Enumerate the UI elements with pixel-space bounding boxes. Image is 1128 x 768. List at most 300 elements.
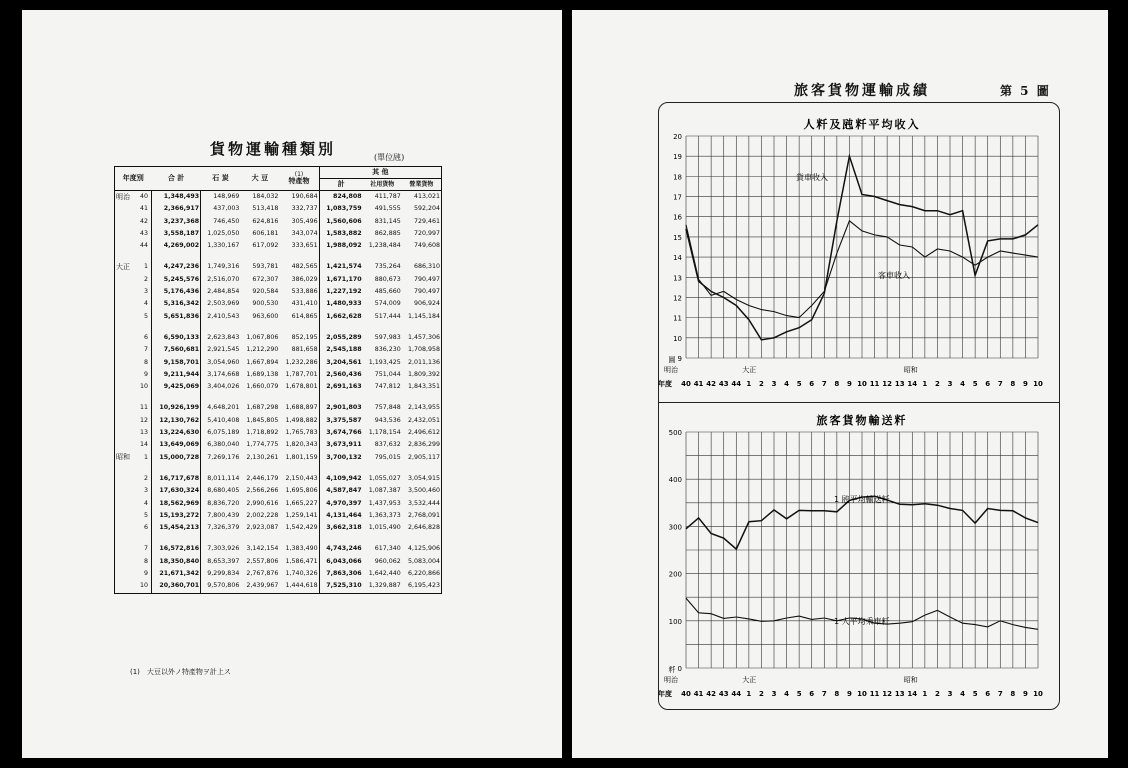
table-cell: 1,843,351 — [407, 383, 440, 391]
figure-label: 第 5 圖 — [1000, 84, 1051, 98]
table-cell: 729,461 — [413, 217, 440, 225]
table-cell: 大正 — [116, 263, 130, 272]
group-gap — [115, 393, 442, 402]
x-tick-label: 40 — [681, 690, 691, 698]
table-row — [115, 311, 442, 323]
y-tick-label: 15 — [673, 233, 682, 242]
table-row — [115, 203, 442, 215]
table-cell: 40 — [133, 191, 152, 204]
x-tick-label: 2 — [934, 690, 940, 698]
table-cell: 1,586,471 — [285, 557, 318, 565]
table-cell: 6 — [133, 522, 152, 534]
nendo-label: 年度 — [658, 380, 672, 388]
table-cell: 1,642,440 — [368, 570, 401, 578]
table-cell: 2,055,289 — [319, 332, 363, 344]
table-cell: 4,743,246 — [319, 543, 363, 555]
table-cell: 333,651 — [291, 242, 318, 250]
x-tick-label: 10 — [857, 380, 867, 388]
gap-cell — [133, 393, 152, 402]
table-cell: 7,269,176 — [207, 453, 240, 461]
era-meiji-label: 明治 — [664, 366, 678, 374]
table-cell: 2,410,543 — [207, 312, 240, 320]
x-tick-label: 6 — [985, 380, 991, 388]
x-tick-label: 5 — [972, 690, 978, 698]
table-row — [115, 369, 442, 381]
y-tick-label: 500 — [668, 429, 682, 437]
table-cell: 597,983 — [374, 333, 401, 341]
header-soybean: 大 豆 — [240, 167, 279, 191]
table-row — [115, 261, 442, 273]
x-tick-label: 8 — [1010, 690, 1016, 698]
table-cell: 1,688,897 — [285, 404, 318, 412]
table-cell: 9,570,806 — [207, 582, 240, 590]
table-cell: 3,142,154 — [246, 545, 279, 553]
x-tick-label: 13 — [894, 380, 905, 388]
y-tick-label: 20 — [673, 133, 682, 141]
x-tick-label: 4 — [784, 380, 790, 388]
table-cell — [115, 311, 134, 323]
table-row — [115, 415, 442, 427]
table-row — [115, 216, 442, 228]
table-cell: 1,480,933 — [319, 298, 363, 310]
gap-cell — [363, 534, 402, 543]
table-row — [115, 580, 442, 593]
table-cell: 2,557,806 — [246, 557, 279, 565]
table-cell: 2,767,876 — [246, 570, 279, 578]
table-cell: 6,590,133 — [152, 332, 201, 344]
x-tick-label: 4 — [960, 380, 966, 388]
x-tick-label: 8 — [1010, 380, 1016, 388]
header-other-total: 計 — [319, 179, 363, 191]
table-cell: 906,924 — [413, 300, 440, 308]
y-tick-label: 10 — [673, 334, 682, 343]
table-cell: 3 — [133, 485, 152, 497]
table-cell: 7,326,379 — [207, 524, 240, 532]
table-cell: 413,021 — [413, 193, 440, 200]
table-cell: 1,678,801 — [285, 383, 318, 391]
table-cell: 昭和 — [116, 453, 130, 462]
table-cell: 1,437,953 — [368, 499, 401, 507]
series-label-freight-revenue: 貨車收入 — [796, 173, 828, 182]
gap-cell — [319, 534, 363, 543]
x-tick-label: 1 — [922, 690, 928, 698]
x-tick-label: 6 — [809, 690, 815, 698]
table-cell: 1,787,701 — [285, 370, 318, 378]
table-cell: 795,015 — [374, 453, 401, 461]
table-cell: 1,015,490 — [368, 524, 401, 532]
table-cell — [115, 228, 134, 240]
table-cell: 4,970,397 — [319, 498, 363, 510]
x-tick-label: 8 — [834, 380, 840, 388]
y-tick-label: 0 — [677, 665, 682, 673]
table-cell: 624,816 — [252, 217, 279, 225]
group-gap — [115, 534, 442, 543]
table-row — [115, 498, 442, 510]
table-cell: 614,865 — [291, 312, 318, 320]
table-cell: 4,109,942 — [319, 473, 363, 485]
y-tick-label: 14 — [673, 254, 682, 263]
table-cell: 1,774,775 — [246, 441, 279, 449]
table-cell: 1,083,759 — [319, 203, 363, 215]
x-tick-label: 7 — [997, 690, 1003, 698]
table-cell: 1,212,290 — [246, 346, 279, 354]
x-tick-label: 6 — [809, 380, 815, 388]
table-cell: 2,905,117 — [407, 453, 440, 461]
table-cell: 10,926,199 — [152, 402, 201, 414]
table-cell: 1,025,050 — [207, 229, 240, 237]
table-cell: 1,330,167 — [207, 242, 240, 250]
table-cell: 1,087,387 — [368, 487, 401, 495]
table-cell: 831,145 — [374, 217, 401, 225]
table-row — [115, 543, 442, 555]
table-cell: 1 — [133, 261, 152, 273]
table-cell: 1,820,343 — [285, 441, 318, 449]
header-company-goods: 社用貨物 — [363, 179, 402, 191]
table-cell: 1,801,159 — [285, 453, 318, 461]
table-cell: 1,383,490 — [285, 545, 318, 553]
table-row — [115, 228, 442, 240]
gap-cell — [115, 323, 134, 332]
table-cell: 1,259,141 — [285, 511, 318, 519]
x-tick-label: 44 — [731, 380, 742, 388]
x-tick-label: 12 — [882, 380, 893, 388]
table-cell: 1,363,373 — [368, 511, 401, 519]
gap-cell — [363, 323, 402, 332]
x-tick-label: 13 — [894, 690, 905, 698]
y-tick-label: 400 — [668, 476, 682, 485]
gap-cell — [402, 393, 442, 402]
table-cell: 1,740,326 — [285, 570, 318, 578]
group-gap — [115, 252, 442, 261]
table-row — [115, 344, 442, 356]
table-cell: 8,011,114 — [207, 474, 240, 482]
charts-svg — [572, 10, 1108, 758]
y-tick-label: 300 — [668, 523, 682, 532]
figure-title: 旅客貨物運輸成績 — [794, 83, 930, 99]
table-row — [115, 298, 442, 310]
table-cell: 3,054,960 — [207, 358, 240, 366]
table-cell: 7,800,439 — [207, 511, 240, 519]
table-cell: 751,044 — [374, 370, 401, 378]
table-cell: 2,366,917 — [152, 203, 201, 215]
x-tick-label: 5 — [796, 690, 802, 698]
gap-cell — [201, 464, 241, 473]
table-row — [115, 473, 442, 485]
table-cell: 386,029 — [291, 275, 318, 283]
y-unit-label: 粁 — [668, 666, 676, 674]
table-cell: 2,496,612 — [407, 429, 440, 437]
table-cell: 3,500,460 — [407, 487, 440, 495]
table-cell: 485,660 — [374, 288, 401, 296]
y-tick-label: 12 — [673, 294, 682, 303]
table-cell: 6,220,866 — [407, 570, 440, 578]
table-cell: 2,836,299 — [407, 441, 440, 449]
table-cell: 4,247,236 — [152, 261, 201, 273]
table-cell: 6 — [133, 332, 152, 344]
y-tick-label: 16 — [673, 213, 682, 222]
table-cell: 862,885 — [374, 229, 401, 237]
gap-cell — [319, 323, 363, 332]
table-cell: 960,062 — [374, 557, 401, 565]
table-row — [115, 522, 442, 534]
table-cell: 3 — [133, 286, 152, 298]
table-cell: 920,584 — [252, 288, 279, 296]
table-cell: 明治 — [116, 192, 130, 201]
table-cell: 1,145,184 — [407, 312, 440, 320]
table-cell: 2 — [133, 274, 152, 286]
table-row — [115, 402, 442, 414]
table-cell: 9 — [133, 369, 152, 381]
table-cell: 7 — [133, 344, 152, 356]
table-title: 貨物運輸種類別 — [210, 140, 337, 158]
table-cell: 1,421,574 — [319, 261, 363, 273]
table-cell: 3,204,561 — [319, 357, 363, 369]
gap-cell — [152, 464, 201, 473]
table-cell: 343,074 — [291, 229, 318, 237]
right-page — [572, 10, 1108, 758]
gap-cell — [319, 464, 363, 473]
table-cell: 9,211,944 — [152, 369, 201, 381]
table-cell: 44 — [133, 240, 152, 252]
table-cell: 482,565 — [291, 263, 318, 271]
table-cell: 790,497 — [413, 288, 440, 296]
table-cell — [115, 369, 134, 381]
x-tick-label: 40 — [681, 380, 691, 388]
gap-cell — [240, 464, 279, 473]
table-cell: 5,245,576 — [152, 274, 201, 286]
table-cell: 2,439,967 — [246, 582, 279, 590]
table-cell: 411,787 — [374, 193, 401, 200]
gap-cell — [319, 393, 363, 402]
table-cell: 2 — [133, 473, 152, 485]
table-cell: 3,700,132 — [319, 452, 363, 464]
table-cell: 2,545,188 — [319, 344, 363, 356]
table-unit: (單位瓲) — [374, 153, 405, 162]
table-cell: 13,649,069 — [152, 439, 201, 451]
x-tick-label: 42 — [706, 380, 717, 388]
table-cell: 5,176,436 — [152, 286, 201, 298]
y-tick-label: 17 — [673, 193, 682, 202]
table-cell: 190,684 — [291, 193, 318, 200]
table-cell: 4,587,847 — [319, 485, 363, 497]
table-cell: 1,718,892 — [246, 429, 279, 437]
table-cell: 2,150,443 — [285, 474, 318, 482]
table-cell: 746,450 — [213, 217, 240, 225]
x-tick-label: 9 — [846, 380, 852, 388]
table-cell: 20,360,701 — [152, 580, 201, 593]
gap-cell — [152, 323, 201, 332]
table-cell: 3,404,026 — [207, 383, 240, 391]
table-cell: 8,653,397 — [207, 557, 240, 565]
era-taisho-label: 大正 — [742, 676, 757, 684]
x-tick-label: 44 — [731, 690, 742, 698]
table-cell: 1,662,628 — [319, 311, 363, 323]
table-cell: 491,555 — [374, 205, 401, 213]
gap-cell — [133, 534, 152, 543]
table-cell: 1,560,606 — [319, 216, 363, 228]
table-cell: 4,125,906 — [407, 545, 440, 553]
x-tick-label: 10 — [1033, 690, 1043, 698]
table-cell — [115, 381, 134, 393]
table-cell: 2,691,163 — [319, 381, 363, 393]
series-label-passenger-distance: 1 人平均乘車粁 — [834, 617, 890, 626]
table-cell: 1,667,894 — [246, 358, 279, 366]
table-cell — [115, 203, 134, 215]
table-cell: 431,410 — [291, 300, 318, 308]
table-cell: 686,310 — [413, 263, 440, 271]
table-cell: 11 — [133, 402, 152, 414]
table-cell: 824,808 — [319, 191, 363, 204]
header-specialty-mark: (1) — [294, 171, 304, 178]
table-cell: 305,496 — [291, 217, 318, 225]
table-cell: 1,687,298 — [246, 404, 279, 412]
table-cell: 2,143,955 — [407, 404, 440, 412]
table-cell: 1,444,618 — [285, 582, 318, 590]
y-tick-label: 13 — [673, 274, 682, 283]
table-cell: 2,566,266 — [246, 487, 279, 495]
table-cell: 617,340 — [374, 545, 401, 553]
table-cell: 749,608 — [413, 242, 440, 250]
x-tick-label: 43 — [718, 690, 729, 698]
table-cell: 18,562,969 — [152, 498, 201, 510]
table-cell: 13,224,630 — [152, 427, 201, 439]
table-cell: 6,043,066 — [319, 556, 363, 568]
table-cell: 593,781 — [252, 263, 279, 271]
table-cell: 4,648,201 — [207, 404, 240, 412]
gap-cell — [115, 393, 134, 402]
table-cell — [115, 522, 134, 534]
table-row — [115, 286, 442, 298]
table-cell: 747,812 — [374, 383, 401, 391]
table-cell: 9,158,701 — [152, 357, 201, 369]
table-cell: 8,680,405 — [207, 487, 240, 495]
table-cell: 8 — [133, 556, 152, 568]
table-cell: 2,011,136 — [407, 358, 440, 366]
table-cell: 1,457,306 — [407, 333, 440, 341]
y-tick-label: 9 — [677, 355, 682, 363]
table-cell — [115, 439, 134, 451]
table-row — [115, 332, 442, 344]
table-cell: 2,901,803 — [319, 402, 363, 414]
table-cell: 4 — [133, 498, 152, 510]
table-cell: 3,375,587 — [319, 415, 363, 427]
gap-cell — [363, 464, 402, 473]
table-cell: 1,238,484 — [368, 242, 401, 250]
gap-cell — [240, 534, 279, 543]
table-cell — [115, 216, 134, 228]
table-cell: 2,923,087 — [246, 524, 279, 532]
gap-cell — [402, 534, 442, 543]
y-unit-label: 圓 — [668, 356, 676, 364]
table-row — [115, 427, 442, 439]
table-cell: 43 — [133, 228, 152, 240]
table-cell — [115, 510, 134, 522]
table-cell: 21,671,342 — [152, 568, 201, 580]
table-cell: 437,003 — [213, 205, 240, 213]
gap-cell — [279, 252, 319, 261]
gap-cell — [133, 252, 152, 261]
table-cell — [115, 543, 134, 555]
table-row — [115, 381, 442, 393]
table-cell: 7,303,926 — [207, 545, 240, 553]
table-cell: 7,525,310 — [319, 580, 363, 593]
gap-cell — [402, 252, 442, 261]
era-showa-label: 昭和 — [903, 676, 918, 684]
x-tick-label: 11 — [869, 380, 880, 388]
x-tick-label: 3 — [947, 380, 953, 388]
gap-cell — [240, 323, 279, 332]
table-cell: 1,689,138 — [246, 370, 279, 378]
table-cell: 1,542,429 — [285, 524, 318, 532]
table-cell: 7,560,681 — [152, 344, 201, 356]
table-cell: 3,558,187 — [152, 228, 201, 240]
table-body — [115, 191, 442, 594]
era-taisho-label: 大正 — [742, 366, 757, 374]
table-cell: 148,969 — [213, 193, 240, 200]
era-meiji-label: 明治 — [664, 676, 678, 684]
table-cell — [115, 580, 134, 593]
gap-cell — [133, 464, 152, 473]
table-cell — [115, 357, 134, 369]
gap-cell — [279, 464, 319, 473]
x-tick-label: 1 — [746, 690, 752, 698]
y-tick-label: 18 — [673, 173, 682, 182]
table-cell: 1,665,227 — [285, 499, 318, 507]
table-row — [115, 485, 442, 497]
table-cell: 16,572,816 — [152, 543, 201, 555]
table-cell: 10 — [133, 580, 152, 593]
table-cell: 1,988,092 — [319, 240, 363, 252]
era-showa-label: 昭和 — [903, 366, 918, 374]
gap-cell — [402, 464, 442, 473]
table-cell: 5,083,004 — [407, 557, 440, 565]
table-cell: 10 — [133, 381, 152, 393]
table-cell — [115, 498, 134, 510]
table-cell: 5,651,836 — [152, 311, 201, 323]
y-tick-label: 100 — [668, 617, 682, 626]
table-cell: 900,530 — [252, 300, 279, 308]
chart-title: 旅客貨物輸送粁 — [816, 414, 908, 427]
table-cell: 1,329,887 — [368, 582, 401, 590]
table-cell: 2,646,828 — [407, 524, 440, 532]
y-tick-label: 200 — [668, 570, 682, 579]
table-cell — [115, 402, 134, 414]
table-cell — [115, 485, 134, 497]
table-row — [115, 191, 442, 204]
x-tick-label: 7 — [821, 690, 827, 698]
gap-cell — [115, 252, 134, 261]
table-cell: 757,848 — [374, 404, 401, 412]
x-tick-label: 41 — [693, 690, 704, 698]
table-row — [115, 274, 442, 286]
table-row — [115, 439, 442, 451]
table-cell: 2,990,616 — [246, 499, 279, 507]
table-cell: 15,454,213 — [152, 522, 201, 534]
table-cell: 533,886 — [291, 288, 318, 296]
table-cell: 6,195,423 — [407, 582, 440, 590]
table-cell: 617,092 — [252, 242, 279, 250]
table-cell: 880,673 — [374, 275, 401, 283]
header-year: 年度別 — [115, 167, 152, 191]
table-row — [115, 556, 442, 568]
table-cell: 3,532,444 — [407, 499, 440, 507]
table-cell: 1,227,192 — [319, 286, 363, 298]
table-row — [115, 568, 442, 580]
table-cell: 1 — [133, 452, 152, 464]
header-business-goods: 營業貨物 — [402, 179, 442, 191]
x-tick-label: 9 — [1022, 380, 1028, 388]
gap-cell — [240, 393, 279, 402]
